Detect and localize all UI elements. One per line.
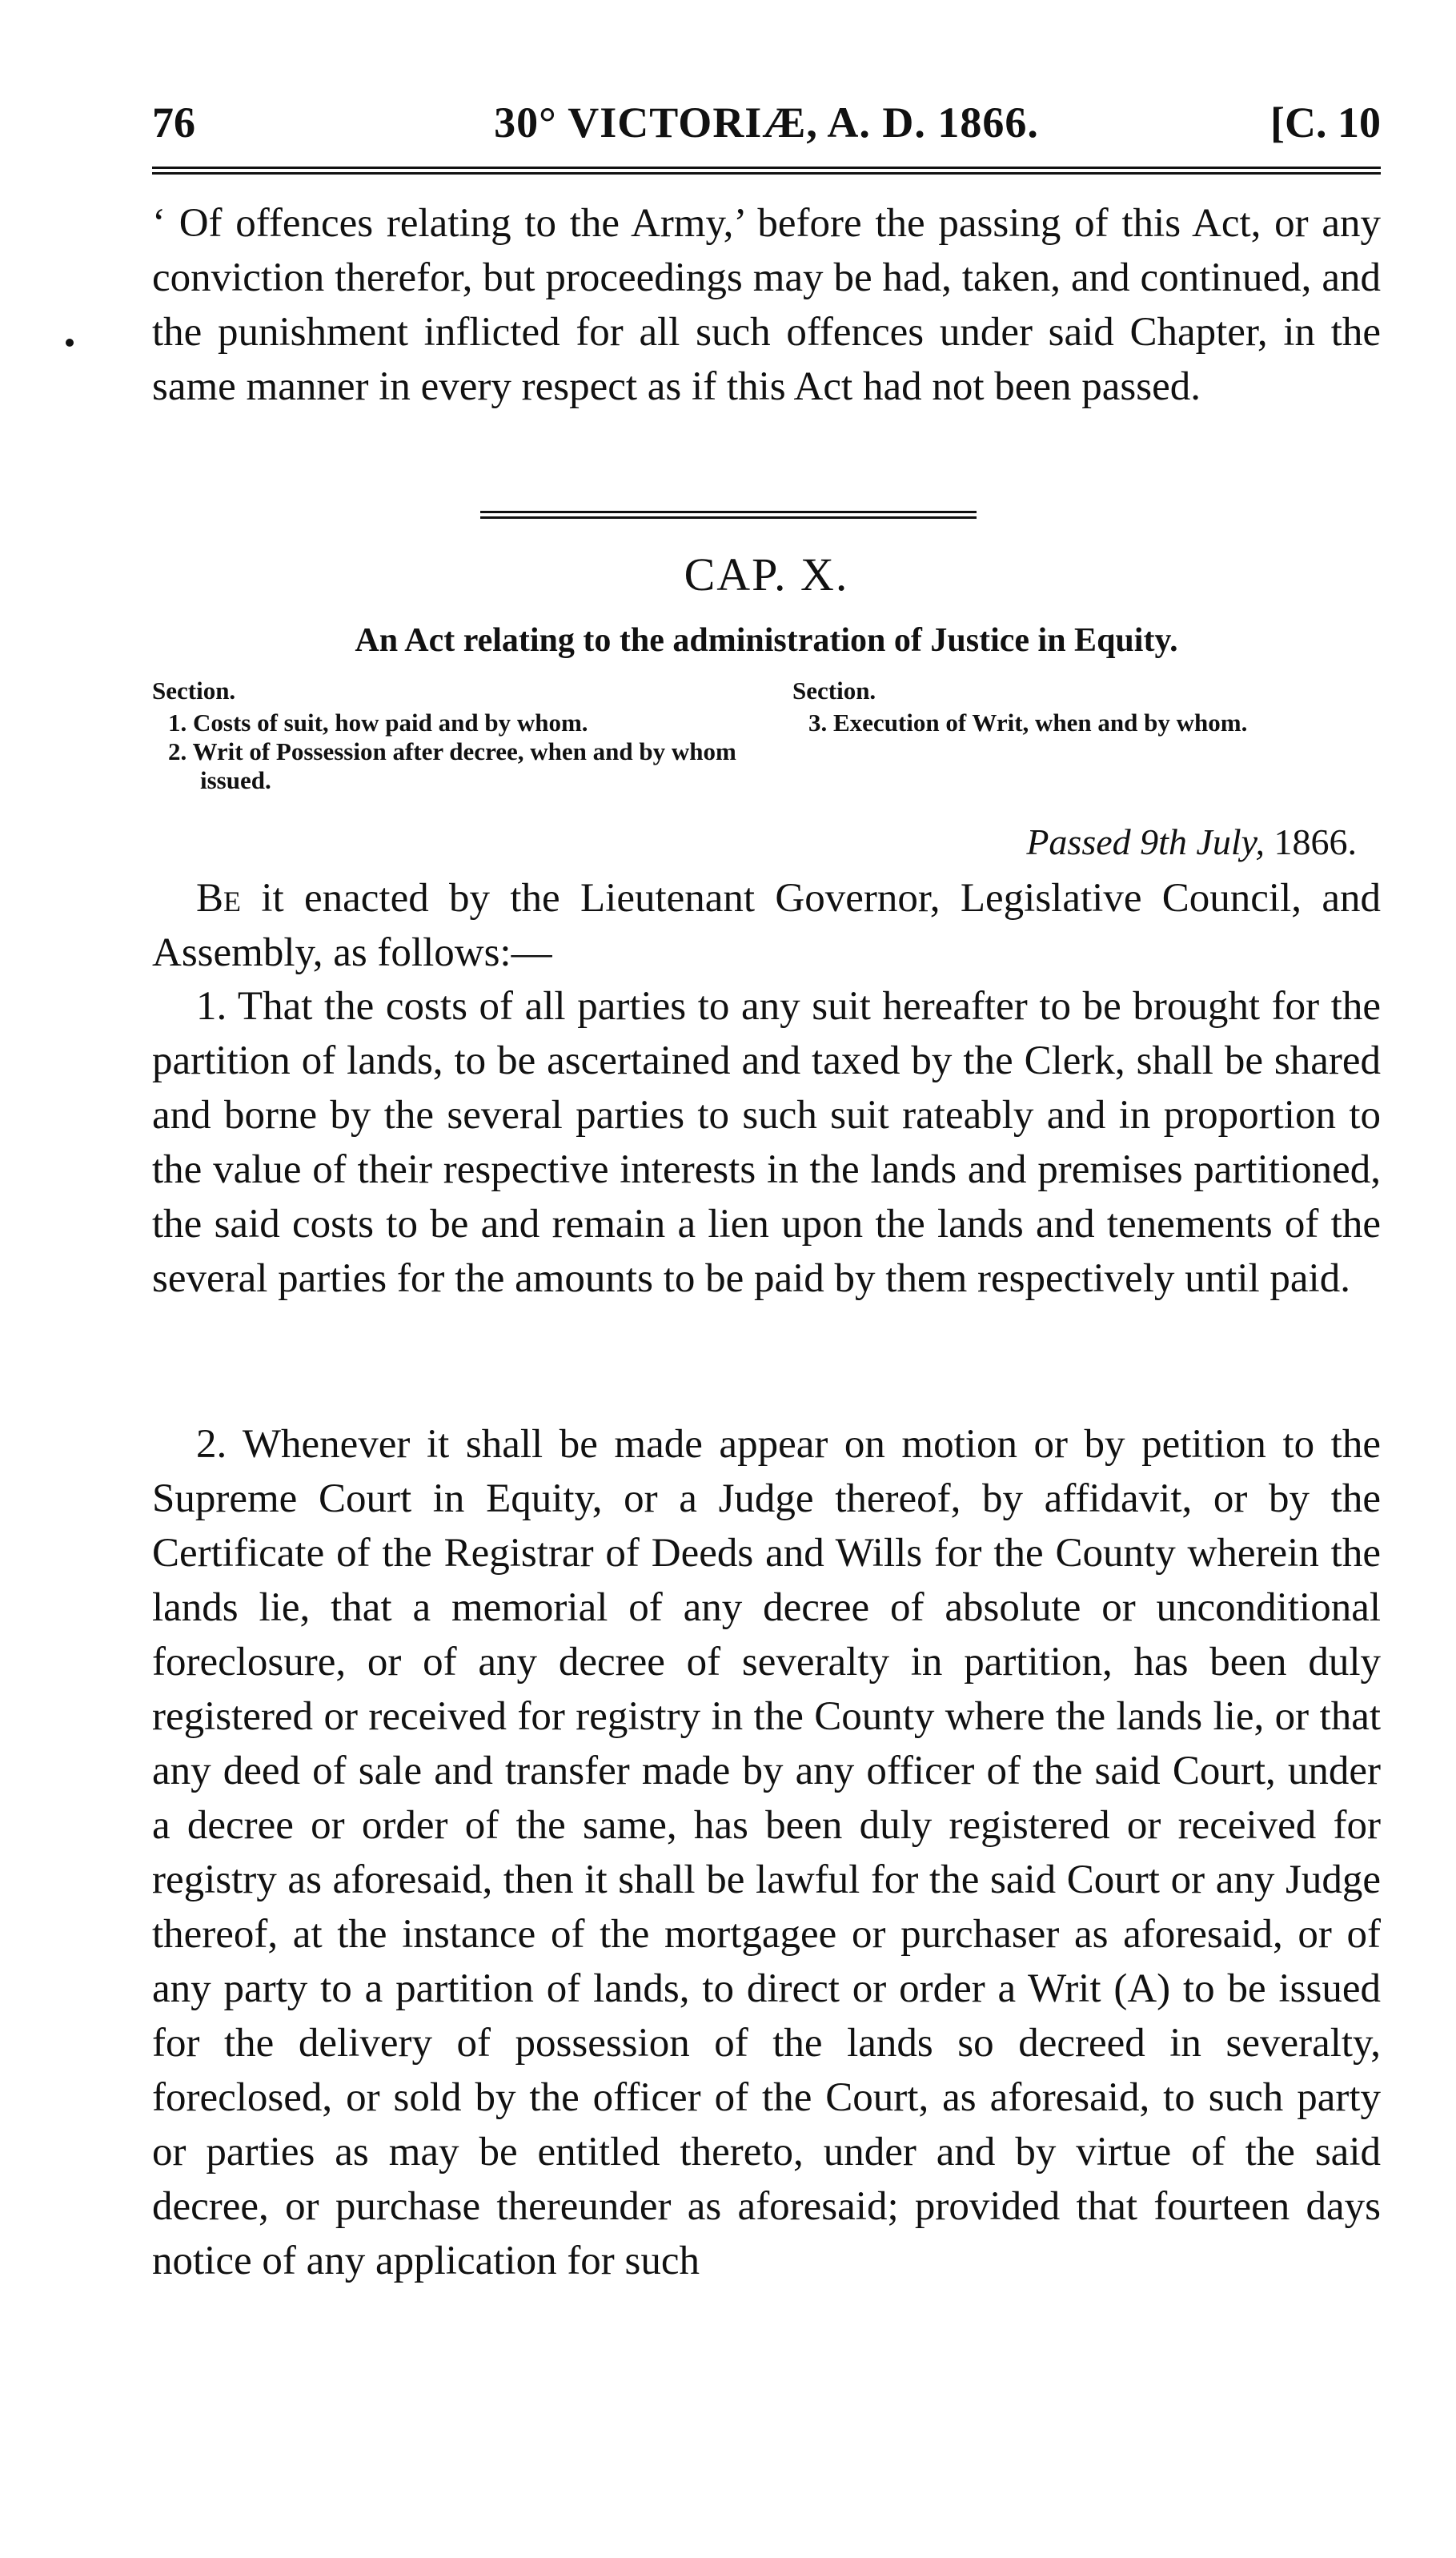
margin-mark (66, 339, 74, 347)
chapter-title: CAP. X. (684, 548, 849, 600)
enacting-lead: Be (196, 876, 242, 921)
chapter-divider (480, 511, 977, 519)
section-index-item: 3. Execution of Writ, when and by whom. (808, 709, 1248, 737)
header-title: 30° VICTORIÆ, A. D. 1866. (494, 98, 1039, 147)
section-index-item: 2. Writ of Possession after decree, when and by whom issued. (168, 737, 736, 794)
enacting-text: it enacted by the Lieutenant Governor, Legislative Council, and Assembly, as follows:— (152, 876, 1381, 975)
running-header (152, 94, 1381, 151)
section-index-item: 1. Costs of suit, how paid and by whom. (168, 709, 588, 737)
section-index-right (792, 677, 1381, 737)
passed-date (152, 818, 1381, 866)
section-heading-right: Section. (792, 677, 876, 705)
header-rule (152, 167, 1381, 175)
section-2: 2. Whenever it shall be made appear on motion or by petition to the Supreme Court in Equity, or a Judge thereof, by affidavit, or by the Certificate of the Registrar of Deeds and Wills for the County wherein the lands lie, that a memorial of any decree of absolute or unconditional foreclosure, or of any decree of severalty in partition, has been duly registered or received for registry in the County where the lands lie, or that any deed of sale and transfer made by any officer of the said Court, under a decree or order of the same, has been duly registered or received for registry as aforesaid, then it shall be lawful for the said Court or any Judge thereof, at the instance of the mortgagee or purchaser as aforesaid, or of any party to a partition of lands, to direct or order a Writ (A) to be issued for the delivery of possession of the lands so decreed in severalty, foreclosed, or sold by the officer of the Court, as aforesaid, to such party or parties as may be entitled thereto, under and by virtue of the said decree, or purchase thereunder as aforesaid; provided that fourteen days notice of any application for such (152, 1422, 1381, 2283)
section-1: 1. That the costs of all parties to any suit hereafter to be brought for the partition of lands, to be ascertained and taxed by the Clerk, shall be shared and borne by the several parties to such suit rateably and in proportion to the value of their respective interests in the lands and premises partitioned, the said costs to be and remain a lien upon the lands and tenements of the several parties for the amounts to be paid by them respectively until paid. (152, 984, 1381, 1301)
passed-label: Passed 9th July, (1026, 821, 1265, 862)
section-heading-left: Section. (152, 677, 236, 705)
intro-paragraph: ‘ Of offences relating to the Army,’ before the passing of this Act, or any conviction therefor, but proceedings may be had, taken, and continued, and the punishment inflicted for all such offences under said Chapter, in the same manner in every respect as if this Act had not been passed. (152, 201, 1381, 409)
page-number: 76 (152, 98, 195, 147)
section-index-left (152, 677, 776, 795)
enacting-clause (152, 871, 1381, 980)
passed-year: 1866. (1273, 821, 1357, 862)
chapter-reference: [C. 10 (1270, 98, 1381, 147)
act-description: An Act relating to the administration of Justice in Equity. (355, 622, 1178, 659)
